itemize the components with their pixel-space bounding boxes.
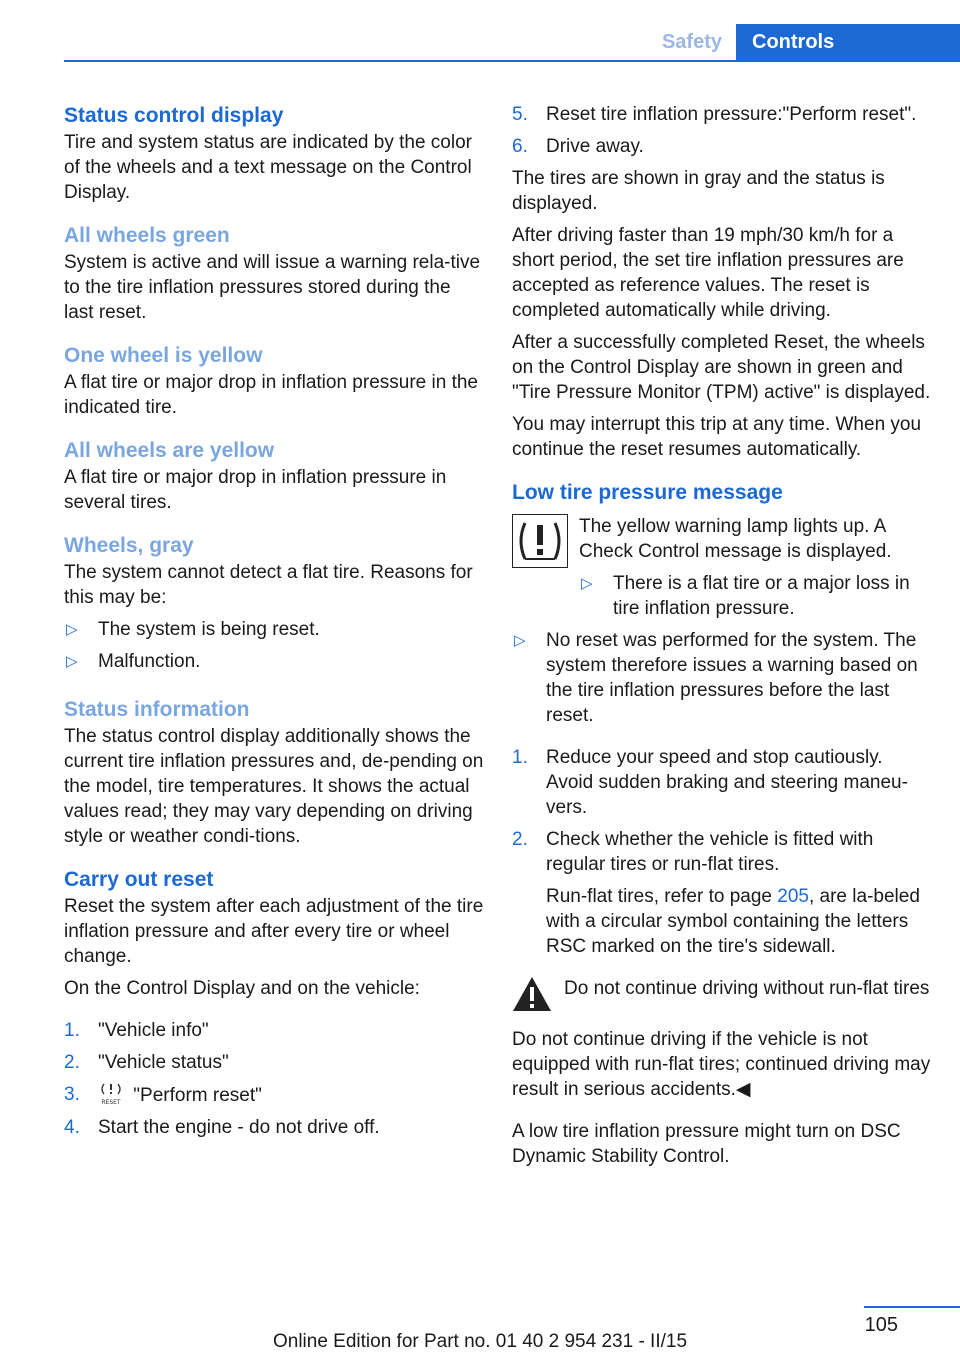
text-tires-gray: The tires are shown in gray and the status is displayed.	[512, 168, 885, 214]
list-item: 2. "Vehicle status"	[64, 1052, 229, 1073]
footer-rule	[864, 1306, 960, 1308]
warning-triangle-icon	[512, 976, 552, 1012]
text-successful-reset: After a successfully completed Reset, the wheels on the Control Display are shown in green and "Tire Pressure Monitor (TPM) active" is displayed.	[512, 332, 931, 403]
heading-wheels-gray: Wheels, gray	[64, 534, 194, 557]
bullet-triangle-icon: ▷	[514, 632, 526, 649]
heading-status-control-display: Status control display	[64, 104, 284, 127]
text-dsc: A low tire inflation pressure might turn on DSC Dynamic Stability Control.	[512, 1121, 901, 1167]
bullet-triangle-icon: ▷	[66, 653, 78, 670]
header-tab-safety[interactable]: Safety	[661, 31, 722, 53]
heading-all-wheels-yellow: All wheels are yellow	[64, 439, 275, 462]
list-item: ▷ There is a flat tire or a major loss in tire inflation pressure.	[581, 573, 910, 619]
tire-pressure-warning-lamp-icon	[512, 514, 568, 568]
heading-carry-out-reset: Carry out reset	[64, 868, 214, 891]
list-item: 2. Check whether the vehicle is fitted with regular tires or run-flat tires.	[512, 829, 874, 875]
text-carry-out-reset: Reset the system after each adjustment of the tire inflation pressure and after every tire or wheel change.	[64, 896, 484, 967]
right-column	[512, 102, 932, 1169]
page-number: 105	[864, 1314, 898, 1336]
warning-block	[512, 976, 932, 1020]
list-item: 3. RESET "Perform reset"	[64, 1084, 262, 1106]
header-tab-controls[interactable]: Controls	[736, 24, 960, 60]
text-one-wheel-yellow: A flat tire or major drop in inflation pressure in the indicated tire.	[64, 372, 478, 418]
page-link-205[interactable]: 205	[777, 886, 809, 907]
lamp-block	[512, 514, 932, 621]
text-wheels-gray: The system cannot detect a flat tire. Reasons for this may be:	[64, 562, 473, 608]
list-item: ▷ Malfunction.	[66, 651, 201, 672]
left-column	[64, 102, 484, 1140]
heading-low-tire-pressure: Low tire pressure message	[512, 481, 783, 504]
bullet-triangle-icon: ▷	[66, 621, 78, 638]
heading-one-wheel-yellow: One wheel is yellow	[64, 344, 263, 367]
text-status-information: The status control display additionally shows the current tire inflation pressures and, de-pending on the model, tire temperatures. It shows the actual values read; they may vary depending on driving style or weather condi-tions.	[64, 726, 484, 847]
text-interrupt-trip: You may interrupt this trip at any time. When you continue the reset resumes automatically.	[512, 414, 922, 460]
text-all-wheels-green: System is active and will issue a warning rela-tive to the tire inflation pressures stored during the last reset.	[64, 252, 481, 323]
list-item: 6. Drive away.	[512, 136, 644, 157]
bullet-triangle-icon: ▷	[581, 575, 593, 592]
footer-edition: Online Edition for Part no. 01 40 2 954 231 - II/15	[272, 1331, 688, 1352]
list-item: 1. "Vehicle info"	[64, 1020, 209, 1041]
tire-reset-icon	[98, 1082, 124, 1106]
list-item: 4. Start the engine - do not drive off.	[64, 1117, 380, 1138]
list-item: ▷ The system is being reset.	[66, 619, 320, 640]
heading-all-wheels-green: All wheels green	[64, 224, 230, 247]
list-item: ▷ No reset was performed for the system. The system therefore issues a warning based on the tire inflation pressures before the last reset.	[514, 630, 918, 726]
text-driving-faster: After driving faster than 19 mph/30 km/h for a short period, the set tire inflation pressures are accepted as reference values. The reset is completed automatically while driving.	[512, 225, 904, 321]
text-yellow-warning-lamp: The yellow warning lamp lights up. A Check Control message is displayed.	[579, 516, 892, 562]
runflat-note: Run-flat tires, refer to page 205, are la-beled with a circular symbol containing the letters RSC marked on the tire's sidewall.	[546, 886, 920, 957]
heading-status-information: Status information	[64, 698, 250, 721]
svg-text:RESET: RESET	[101, 1099, 121, 1106]
header-rule	[64, 60, 960, 62]
warning-text: Do not continue driving if the vehicle is not equipped with run-flat tires; continued driving may result in serious accidents.◀	[512, 1029, 931, 1100]
text-all-wheels-yellow: A flat tire or major drop in inflation pressure in several tires.	[64, 467, 447, 513]
list-item: 5. Reset tire inflation pressure:"Perform reset".	[512, 104, 917, 125]
list-item: 1. Reduce your speed and stop cautiously. Avoid sudden braking and steering maneu-vers.	[512, 747, 908, 818]
warning-title: Do not continue driving without run-flat tires	[564, 978, 930, 999]
text-status-control-display: Tire and system status are indicated by the color of the wheels and a text message on the Control Display.	[64, 132, 472, 203]
text-on-control-display: On the Control Display and on the vehicle:	[64, 978, 420, 999]
